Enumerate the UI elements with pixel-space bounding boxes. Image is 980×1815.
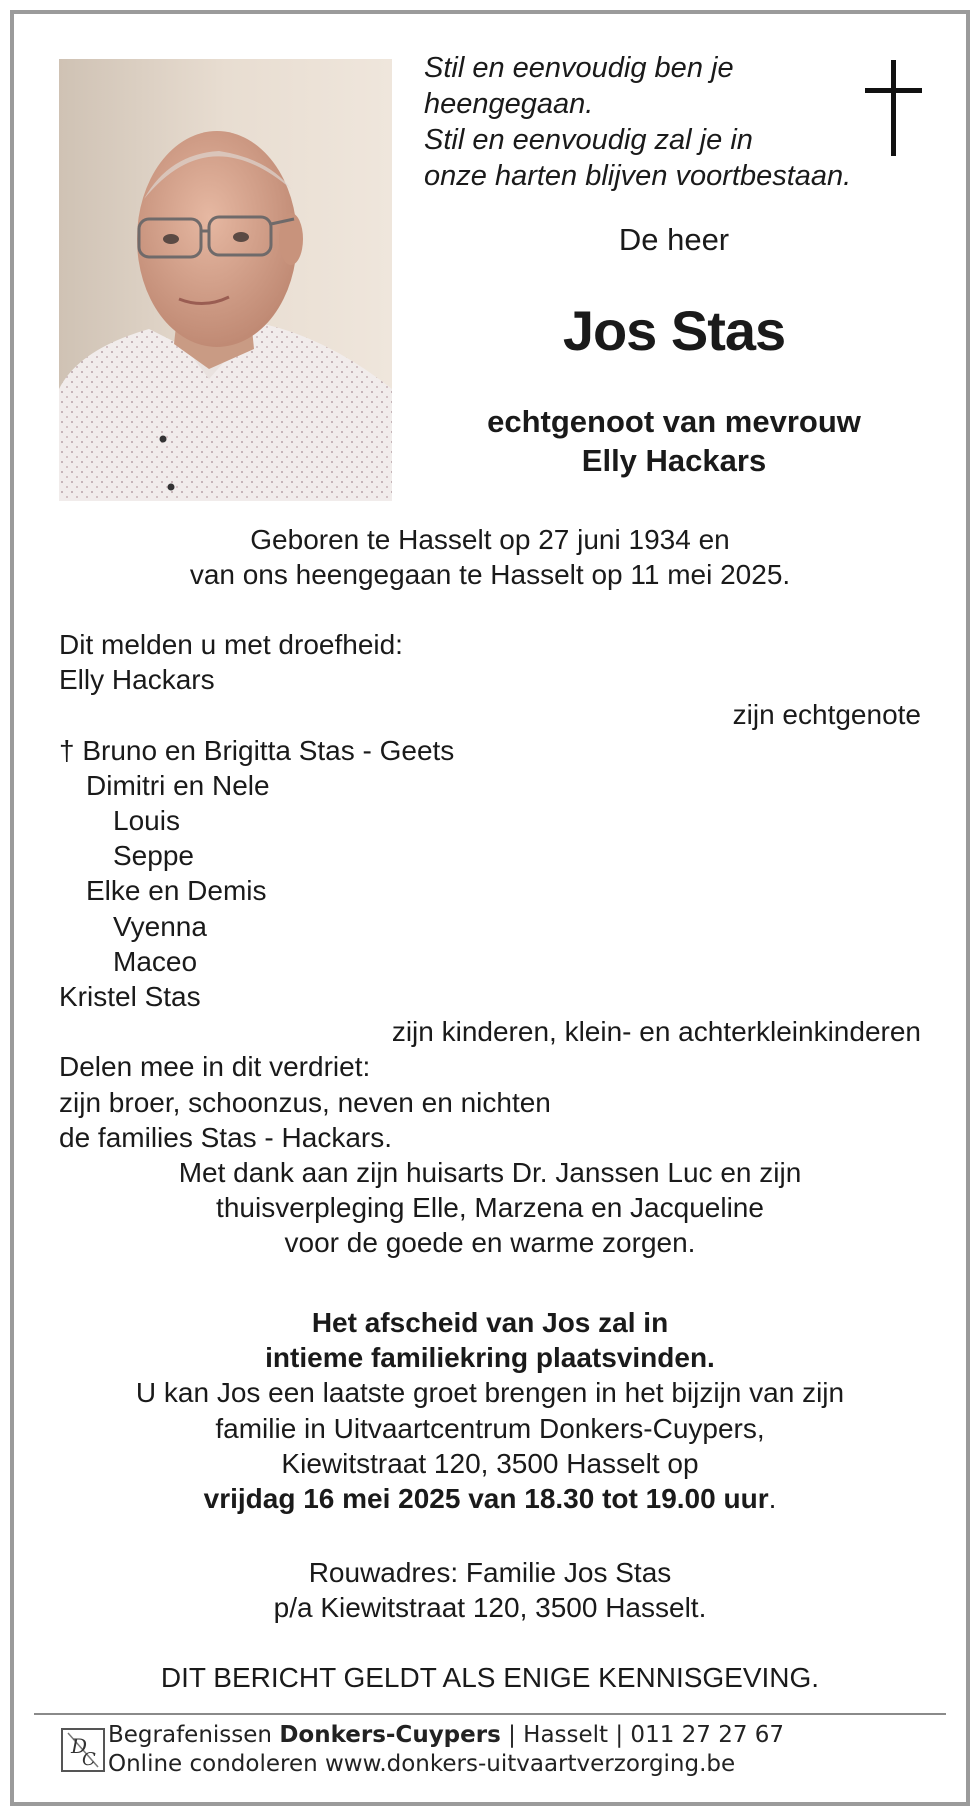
farewell-date (59, 1481, 921, 1516)
thanks-section (59, 1155, 921, 1261)
poem-line: onze harten blijven voortbestaan. (424, 160, 852, 192)
address-section (59, 1555, 921, 1625)
deceased-name: Jos Stas (562, 299, 786, 362)
family-member: † Bruno en Brigitta Stas - Geets (59, 734, 455, 766)
spouse-name: Elly Hackars (581, 443, 767, 478)
title-lead: De heer (618, 222, 730, 257)
spouse-line: echtgenoot van mevrouw (487, 404, 861, 439)
family-member: Dimitri en Nele (86, 769, 270, 801)
address-line: p/a Kiewitstraat 120, 3500 Hasselt. (273, 1592, 707, 1624)
family-member: Vyenna (113, 910, 207, 942)
farewell-heading: intieme familiekring plaatsvinden. (265, 1342, 715, 1374)
footer-website[interactable]: Online condoleren www.donkers-uitvaartverzorging.be (108, 1751, 736, 1777)
memorial-poem (424, 50, 894, 194)
share-line: zijn broer, schoonzus, neven en nichten (59, 1086, 551, 1118)
footer-line (108, 1721, 928, 1750)
poem-line: Stil en eenvoudig zal je in (424, 124, 753, 156)
poem-line: Stil en eenvoudig ben je (424, 52, 734, 84)
family-member: Kristel Stas (59, 981, 201, 1013)
svg-text:C: C (82, 1749, 96, 1770)
footer-divider (34, 1713, 946, 1715)
address-line: Rouwadres: Familie Jos Stas (308, 1557, 672, 1588)
farewell-date-suffix: . (768, 1483, 777, 1515)
footer-contact: | Hasselt | 011 27 27 67 (500, 1722, 785, 1748)
farewell-date-bold: vrijdag 16 mei 2025 van 18.30 tot 19.00 uur (203, 1483, 769, 1515)
footer (108, 1721, 928, 1779)
birth-death-info (59, 522, 921, 592)
spouse-block (424, 402, 924, 480)
family-role: zijn kinderen, klein- en achterkleinkinderen (391, 1016, 921, 1048)
portrait-photo (59, 59, 392, 501)
thanks-line: voor de goede en warme zorgen. (284, 1227, 696, 1259)
family-member: Elly Hackars (59, 664, 215, 696)
family-role: zijn echtgenote (732, 699, 921, 731)
farewell-section (59, 1305, 921, 1516)
thanks-line: Met dank aan zijn huisarts Dr. Janssen Luc en zijn (178, 1157, 802, 1188)
svg-text:D: D (71, 1734, 88, 1758)
cross-icon (865, 60, 925, 160)
farewell-line: familie in Uitvaartcentrum Donkers-Cuypers, (215, 1412, 765, 1444)
farewell-heading: Het afscheid van Jos zal in (311, 1307, 669, 1338)
thanks-line: thuisverpleging Elle, Marzena en Jacqueline (216, 1192, 764, 1224)
official-notice: DIT BERICHT GELDT ALS ENIGE KENNISGEVING. (160, 1662, 820, 1693)
share-line: de families Stas - Hackars. (59, 1121, 392, 1153)
family-member: Maceo (113, 945, 198, 977)
family-member: Elke en Demis (86, 875, 267, 907)
share-intro: Delen mee in dit verdriet: (59, 1051, 371, 1083)
poem-line: heengegaan. (424, 88, 594, 120)
dc-logo-icon (60, 1727, 106, 1773)
death-line: van ons heengegaan te Hasselt op 11 mei 2025. (189, 559, 791, 591)
footer-prefix: Begrafenissen (108, 1722, 280, 1748)
birth-line: Geboren te Hasselt op 27 juni 1934 en (250, 524, 730, 555)
farewell-line: Kiewitstraat 120, 3500 Hasselt op (281, 1447, 699, 1479)
family-intro: Dit melden u met droefheid: (59, 629, 403, 660)
footer-company: Donkers-Cuypers (279, 1722, 501, 1748)
family-member: Seppe (113, 840, 194, 872)
family-section (59, 627, 921, 1155)
farewell-line: U kan Jos een laatste groet brengen in het bijzijn van zijn (135, 1377, 845, 1409)
family-member: Louis (113, 805, 180, 837)
